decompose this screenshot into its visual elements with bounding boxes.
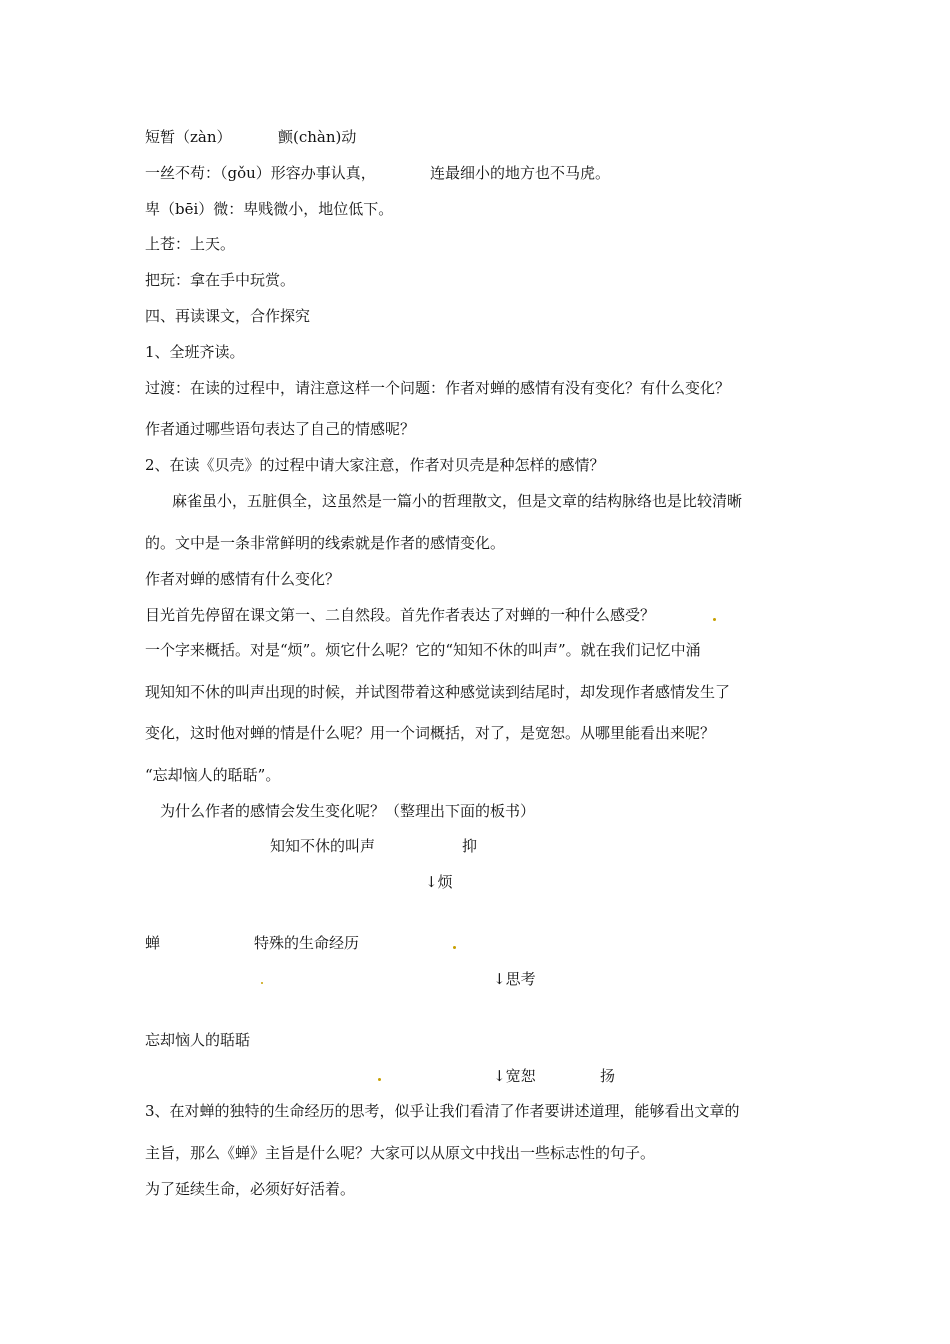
paragraph-line-2: 的。文中是一条非常鲜明的线索就是作者的感情变化。 [145,534,506,552]
board-forget-noise: 忘却恼人的聒聒 [145,1031,251,1049]
vocab-line-1a: 短暂（zàn） [145,128,232,146]
board-annoyed: ↓烦 [425,873,453,891]
board-life-experience: 特殊的生命经历 [254,934,360,952]
board-cicada: 蝉 [145,934,161,952]
item-1: 1、全班齐读。 [145,343,245,361]
vocab-line-1b: 颤(chàn)动 [278,128,357,146]
question-1: 作者对蝉的感情有什么变化？ [145,570,341,588]
item-2: 2、在读《贝壳》的过程中请大家注意，作者对贝壳是种怎样的感情？ [145,456,605,474]
item-3-line-1: 3、在对蝉的独特的生命经历的思考，似乎让我们看清了作者要讲述道理，能够看出文章的 [145,1102,740,1120]
board-forgive: ↓宽恕 [493,1067,536,1085]
board-suppress: 抑 [462,837,478,855]
why-question: 为什么作者的感情会发生变化呢？（整理出下面的板书） [160,802,536,820]
vocab-line-2a: 一丝不苟：（gǒu）形容办事认真， [145,164,376,182]
answer-line-1: 一个字来概括。对是“烦”。烦它什么呢？它的“知知不休的叫声”。就在我们记忆中涌 [145,641,701,659]
board-raise: 扬 [600,1067,616,1085]
marker-dot [261,982,263,984]
board-cry-text: 知知不休的叫声 [270,837,376,855]
vocab-line-4: 上苍：上天。 [145,235,236,253]
vocab-line-2b: 连最细小的地方也不马虎。 [430,164,611,182]
answer-line-4: “忘却恼人的聒聒”。 [145,766,281,784]
transition-line-1: 过渡：在读的过程中，请注意这样一个问题：作者对蝉的感情有没有变化？有什么变化？ [145,379,731,397]
item-3-line-2: 主旨，那么《蝉》主旨是什么呢？大家可以从原文中找出一些标志性的句子。 [145,1144,656,1162]
marker-dot [453,946,456,949]
paragraph-line-1: 麻雀虽小，五脏俱全，这虽然是一篇小的哲理散文，但是文章的结构脉络也是比较清晰 [172,492,743,510]
marker-dot [713,618,716,621]
section-heading: 四、再读课文，合作探究 [145,307,311,325]
marker-dot [378,1078,381,1081]
vocab-line-3: 卑（bēi）微：卑贱微小，地位低下。 [145,200,394,218]
item-3-line-3: 为了延续生命，必须好好活着。 [145,1180,356,1198]
vocab-line-5: 把玩：拿在手中玩赏。 [145,271,296,289]
question-2: 目光首先停留在课文第一、二自然段。首先作者表达了对蝉的一种什么感受？ [145,606,656,624]
answer-line-3: 变化，这时他对蝉的情是什么呢？用一个词概括，对了，是宽恕。从哪里能看出来呢？ [145,724,716,742]
answer-line-2: 现知知不休的叫声出现的时候，并试图带着这种感觉读到结尾时，却发现作者感情发生了 [145,683,731,701]
board-think: ↓思考 [493,970,536,988]
transition-line-2: 作者通过哪些语句表达了自己的情感呢？ [145,420,416,438]
